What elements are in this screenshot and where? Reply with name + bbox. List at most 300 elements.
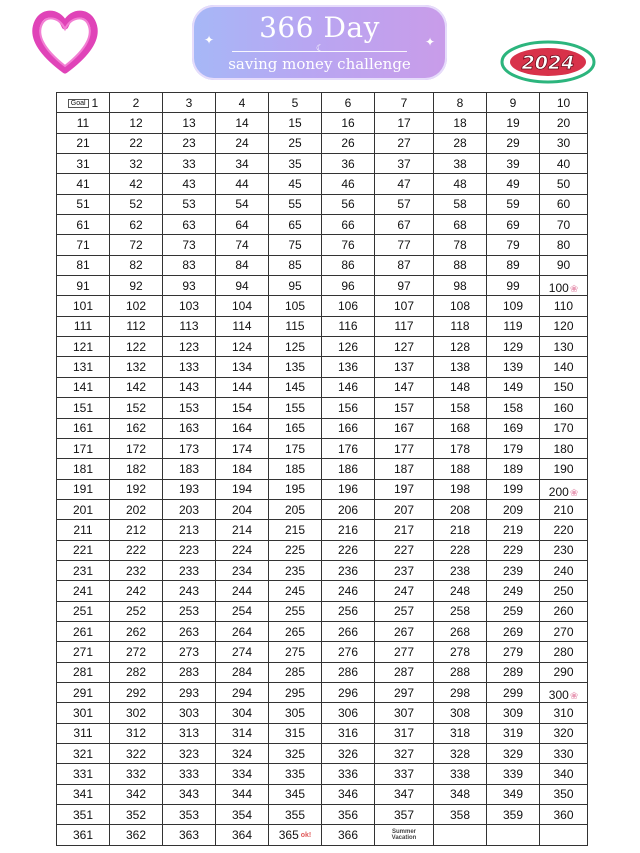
day-cell[interactable] <box>57 784 110 804</box>
day-cell[interactable] <box>110 93 163 113</box>
day-cell[interactable] <box>110 581 163 601</box>
day-cell[interactable] <box>434 499 487 519</box>
day-cell[interactable] <box>269 744 322 764</box>
day-cell[interactable] <box>322 93 375 113</box>
day-cell[interactable] <box>57 357 110 377</box>
day-cell[interactable] <box>110 398 163 418</box>
day-cell[interactable] <box>57 316 110 336</box>
day-cell[interactable] <box>163 723 216 743</box>
day-cell[interactable] <box>110 682 163 702</box>
day-cell[interactable] <box>216 296 269 316</box>
day-cell[interactable] <box>322 418 375 438</box>
day-cell[interactable] <box>375 784 434 804</box>
day-cell[interactable] <box>216 601 269 621</box>
day-cell[interactable] <box>434 682 487 702</box>
day-cell[interactable] <box>57 276 110 296</box>
day-cell[interactable] <box>216 93 269 113</box>
day-cell[interactable] <box>269 93 322 113</box>
day-cell[interactable] <box>163 133 216 153</box>
day-cell[interactable] <box>269 723 322 743</box>
day-cell[interactable] <box>540 113 588 133</box>
day-cell[interactable] <box>110 662 163 682</box>
day-cell[interactable] <box>163 642 216 662</box>
day-cell[interactable] <box>375 764 434 784</box>
day-cell[interactable] <box>434 255 487 275</box>
day-cell[interactable] <box>487 499 540 519</box>
day-cell[interactable] <box>540 215 588 235</box>
day-cell[interactable] <box>57 296 110 316</box>
day-cell[interactable] <box>540 276 588 296</box>
day-cell[interactable] <box>269 398 322 418</box>
day-cell[interactable] <box>110 642 163 662</box>
day-cell[interactable] <box>434 276 487 296</box>
day-cell[interactable] <box>110 621 163 641</box>
day-cell[interactable] <box>322 459 375 479</box>
day-cell[interactable] <box>434 377 487 397</box>
day-cell[interactable] <box>434 744 487 764</box>
day-cell[interactable] <box>216 825 269 845</box>
day-cell[interactable] <box>110 377 163 397</box>
day-cell[interactable] <box>57 805 110 825</box>
day-cell[interactable] <box>322 825 375 845</box>
day-cell[interactable] <box>269 276 322 296</box>
day-cell[interactable] <box>163 418 216 438</box>
day-cell[interactable] <box>375 805 434 825</box>
day-cell[interactable] <box>487 276 540 296</box>
day-cell[interactable] <box>487 255 540 275</box>
day-cell[interactable] <box>163 296 216 316</box>
day-cell[interactable] <box>434 357 487 377</box>
day-cell[interactable] <box>540 621 588 641</box>
day-cell[interactable] <box>434 337 487 357</box>
day-cell[interactable] <box>375 235 434 255</box>
day-cell[interactable] <box>487 662 540 682</box>
day-cell[interactable] <box>216 418 269 438</box>
day-cell[interactable] <box>57 93 110 113</box>
day-cell[interactable] <box>110 337 163 357</box>
day-cell[interactable] <box>540 805 588 825</box>
day-cell[interactable] <box>269 316 322 336</box>
day-cell[interactable] <box>269 174 322 194</box>
day-cell[interactable] <box>57 621 110 641</box>
day-cell[interactable] <box>322 601 375 621</box>
day-cell[interactable] <box>540 560 588 580</box>
day-cell[interactable] <box>487 723 540 743</box>
day-cell[interactable] <box>322 398 375 418</box>
day-cell[interactable] <box>434 764 487 784</box>
day-cell[interactable] <box>216 540 269 560</box>
day-cell[interactable] <box>163 154 216 174</box>
day-cell[interactable] <box>269 113 322 133</box>
day-cell[interactable] <box>434 296 487 316</box>
day-cell[interactable] <box>322 581 375 601</box>
day-cell[interactable] <box>375 723 434 743</box>
day-cell[interactable] <box>487 479 540 499</box>
day-cell[interactable] <box>57 764 110 784</box>
day-cell[interactable] <box>487 316 540 336</box>
day-cell[interactable] <box>57 601 110 621</box>
day-cell[interactable] <box>375 337 434 357</box>
day-cell[interactable] <box>540 499 588 519</box>
day-cell[interactable] <box>434 194 487 214</box>
day-cell[interactable] <box>216 459 269 479</box>
day-cell[interactable] <box>216 642 269 662</box>
day-cell[interactable] <box>269 601 322 621</box>
day-cell[interactable] <box>375 560 434 580</box>
day-cell[interactable] <box>487 703 540 723</box>
day-cell[interactable] <box>57 174 110 194</box>
day-cell[interactable] <box>216 744 269 764</box>
day-cell[interactable] <box>269 357 322 377</box>
day-cell[interactable] <box>57 744 110 764</box>
day-cell[interactable] <box>216 357 269 377</box>
day-cell[interactable] <box>163 682 216 702</box>
day-cell[interactable] <box>110 784 163 804</box>
day-cell[interactable] <box>110 133 163 153</box>
day-cell[interactable] <box>269 662 322 682</box>
day-cell[interactable] <box>540 744 588 764</box>
day-cell[interactable] <box>110 805 163 825</box>
day-cell[interactable] <box>434 642 487 662</box>
day-cell[interactable] <box>57 235 110 255</box>
day-cell[interactable] <box>540 357 588 377</box>
day-cell[interactable] <box>540 235 588 255</box>
day-cell[interactable] <box>269 764 322 784</box>
day-cell[interactable] <box>487 621 540 641</box>
day-cell[interactable] <box>216 723 269 743</box>
day-cell[interactable] <box>216 255 269 275</box>
day-cell[interactable] <box>216 560 269 580</box>
day-cell[interactable] <box>163 174 216 194</box>
day-cell[interactable] <box>163 398 216 418</box>
day-cell[interactable] <box>269 194 322 214</box>
day-cell[interactable] <box>487 540 540 560</box>
day-cell[interactable] <box>269 255 322 275</box>
day-cell[interactable] <box>434 601 487 621</box>
day-cell[interactable] <box>269 296 322 316</box>
day-cell[interactable] <box>322 438 375 458</box>
day-cell[interactable] <box>163 377 216 397</box>
day-cell[interactable] <box>110 601 163 621</box>
day-cell[interactable] <box>163 662 216 682</box>
day-cell[interactable] <box>540 337 588 357</box>
day-cell[interactable] <box>322 744 375 764</box>
day-cell[interactable] <box>216 784 269 804</box>
day-cell[interactable] <box>375 296 434 316</box>
day-cell[interactable] <box>57 133 110 153</box>
day-cell[interactable] <box>163 621 216 641</box>
day-cell[interactable] <box>434 703 487 723</box>
day-cell[interactable] <box>434 93 487 113</box>
day-cell[interactable] <box>540 764 588 784</box>
day-cell[interactable] <box>434 174 487 194</box>
day-cell[interactable] <box>163 601 216 621</box>
day-cell[interactable] <box>269 540 322 560</box>
day-cell[interactable] <box>216 377 269 397</box>
day-cell[interactable] <box>110 174 163 194</box>
day-cell[interactable] <box>375 316 434 336</box>
day-cell[interactable] <box>540 642 588 662</box>
day-cell[interactable] <box>487 93 540 113</box>
day-cell[interactable] <box>110 520 163 540</box>
day-cell[interactable] <box>269 682 322 702</box>
day-cell[interactable] <box>57 113 110 133</box>
day-cell[interactable] <box>322 235 375 255</box>
day-cell[interactable] <box>163 215 216 235</box>
day-cell[interactable] <box>487 642 540 662</box>
day-cell[interactable] <box>57 194 110 214</box>
day-cell[interactable] <box>269 133 322 153</box>
day-cell[interactable] <box>322 520 375 540</box>
day-cell[interactable] <box>57 459 110 479</box>
day-cell[interactable] <box>322 540 375 560</box>
day-cell[interactable] <box>540 682 588 702</box>
day-cell[interactable] <box>216 215 269 235</box>
day-cell[interactable] <box>375 174 434 194</box>
day-cell[interactable] <box>540 825 588 845</box>
day-cell[interactable] <box>375 540 434 560</box>
day-cell[interactable] <box>110 154 163 174</box>
day-cell[interactable] <box>269 825 322 845</box>
day-cell[interactable] <box>163 357 216 377</box>
day-cell[interactable] <box>216 154 269 174</box>
day-cell[interactable] <box>57 560 110 580</box>
day-cell[interactable] <box>322 682 375 702</box>
day-cell[interactable] <box>57 479 110 499</box>
day-cell[interactable] <box>375 357 434 377</box>
day-cell[interactable] <box>375 744 434 764</box>
day-cell[interactable] <box>487 194 540 214</box>
day-cell[interactable] <box>322 154 375 174</box>
day-cell[interactable] <box>110 235 163 255</box>
day-cell[interactable] <box>110 418 163 438</box>
day-cell[interactable] <box>163 560 216 580</box>
day-cell[interactable] <box>487 174 540 194</box>
day-cell[interactable] <box>322 337 375 357</box>
day-cell[interactable] <box>375 479 434 499</box>
day-cell[interactable] <box>375 418 434 438</box>
day-cell[interactable] <box>269 520 322 540</box>
day-cell[interactable] <box>434 133 487 153</box>
day-cell[interactable] <box>110 215 163 235</box>
day-cell[interactable] <box>163 764 216 784</box>
day-cell[interactable] <box>110 255 163 275</box>
day-cell[interactable] <box>434 235 487 255</box>
day-cell[interactable] <box>110 316 163 336</box>
day-cell[interactable] <box>322 662 375 682</box>
day-cell[interactable] <box>322 723 375 743</box>
day-cell[interactable] <box>322 642 375 662</box>
day-cell[interactable] <box>216 398 269 418</box>
day-cell[interactable] <box>322 215 375 235</box>
day-cell[interactable] <box>269 703 322 723</box>
day-cell[interactable] <box>434 520 487 540</box>
day-cell[interactable] <box>110 113 163 133</box>
day-cell[interactable] <box>375 825 434 845</box>
day-cell[interactable] <box>540 520 588 540</box>
day-cell[interactable] <box>322 377 375 397</box>
day-cell[interactable] <box>434 113 487 133</box>
day-cell[interactable] <box>540 703 588 723</box>
day-cell[interactable] <box>434 459 487 479</box>
day-cell[interactable] <box>434 581 487 601</box>
day-cell[interactable] <box>540 194 588 214</box>
day-cell[interactable] <box>487 744 540 764</box>
day-cell[interactable] <box>540 255 588 275</box>
day-cell[interactable] <box>434 154 487 174</box>
day-cell[interactable] <box>163 316 216 336</box>
day-cell[interactable] <box>110 499 163 519</box>
day-cell[interactable] <box>487 560 540 580</box>
day-cell[interactable] <box>57 723 110 743</box>
day-cell[interactable] <box>487 154 540 174</box>
day-cell[interactable] <box>434 540 487 560</box>
day-cell[interactable] <box>110 764 163 784</box>
day-cell[interactable] <box>375 703 434 723</box>
day-cell[interactable] <box>375 377 434 397</box>
day-cell[interactable] <box>375 459 434 479</box>
day-cell[interactable] <box>540 662 588 682</box>
day-cell[interactable] <box>216 235 269 255</box>
day-cell[interactable] <box>110 194 163 214</box>
day-cell[interactable] <box>540 418 588 438</box>
day-cell[interactable] <box>110 703 163 723</box>
day-cell[interactable] <box>216 174 269 194</box>
day-cell[interactable] <box>375 215 434 235</box>
day-cell[interactable] <box>322 764 375 784</box>
day-cell[interactable] <box>57 154 110 174</box>
day-cell[interactable] <box>216 520 269 540</box>
day-cell[interactable] <box>216 805 269 825</box>
day-cell[interactable] <box>57 418 110 438</box>
day-cell[interactable] <box>487 438 540 458</box>
day-cell[interactable] <box>269 418 322 438</box>
day-cell[interactable] <box>375 276 434 296</box>
day-cell[interactable] <box>110 357 163 377</box>
day-cell[interactable] <box>434 438 487 458</box>
day-cell[interactable] <box>269 459 322 479</box>
day-cell[interactable] <box>57 337 110 357</box>
day-cell[interactable] <box>216 682 269 702</box>
day-cell[interactable] <box>322 784 375 804</box>
day-cell[interactable] <box>487 296 540 316</box>
day-cell[interactable] <box>216 113 269 133</box>
day-cell[interactable] <box>269 621 322 641</box>
day-cell[interactable] <box>540 581 588 601</box>
day-cell[interactable] <box>163 784 216 804</box>
day-cell[interactable] <box>163 276 216 296</box>
day-cell[interactable] <box>487 601 540 621</box>
day-cell[interactable] <box>322 479 375 499</box>
day-cell[interactable] <box>322 133 375 153</box>
day-cell[interactable] <box>540 479 588 499</box>
day-cell[interactable] <box>487 113 540 133</box>
day-cell[interactable] <box>375 113 434 133</box>
day-cell[interactable] <box>322 357 375 377</box>
day-cell[interactable] <box>487 805 540 825</box>
day-cell[interactable] <box>322 113 375 133</box>
day-cell[interactable] <box>322 174 375 194</box>
day-cell[interactable] <box>434 825 487 845</box>
day-cell[interactable] <box>540 398 588 418</box>
day-cell[interactable] <box>269 499 322 519</box>
day-cell[interactable] <box>57 682 110 702</box>
day-cell[interactable] <box>487 377 540 397</box>
day-cell[interactable] <box>487 520 540 540</box>
day-cell[interactable] <box>57 703 110 723</box>
day-cell[interactable] <box>216 764 269 784</box>
day-cell[interactable] <box>375 93 434 113</box>
day-cell[interactable] <box>216 438 269 458</box>
day-cell[interactable] <box>322 703 375 723</box>
day-cell[interactable] <box>540 93 588 113</box>
day-cell[interactable] <box>375 255 434 275</box>
day-cell[interactable] <box>163 337 216 357</box>
day-cell[interactable] <box>110 276 163 296</box>
day-cell[interactable] <box>540 316 588 336</box>
day-cell[interactable] <box>322 296 375 316</box>
day-cell[interactable] <box>216 194 269 214</box>
day-cell[interactable] <box>322 255 375 275</box>
day-cell[interactable] <box>434 479 487 499</box>
day-cell[interactable] <box>434 621 487 641</box>
day-cell[interactable] <box>487 398 540 418</box>
day-cell[interactable] <box>216 316 269 336</box>
day-cell[interactable] <box>375 499 434 519</box>
day-cell[interactable] <box>375 621 434 641</box>
day-cell[interactable] <box>163 540 216 560</box>
day-cell[interactable] <box>163 113 216 133</box>
day-cell[interactable] <box>163 194 216 214</box>
day-cell[interactable] <box>269 560 322 580</box>
day-cell[interactable] <box>487 825 540 845</box>
day-cell[interactable] <box>216 662 269 682</box>
day-cell[interactable] <box>110 438 163 458</box>
day-cell[interactable] <box>110 723 163 743</box>
day-cell[interactable] <box>269 154 322 174</box>
day-cell[interactable] <box>269 581 322 601</box>
day-cell[interactable] <box>322 499 375 519</box>
day-cell[interactable] <box>57 642 110 662</box>
day-cell[interactable] <box>322 316 375 336</box>
day-cell[interactable] <box>540 154 588 174</box>
day-cell[interactable] <box>163 499 216 519</box>
day-cell[interactable] <box>434 215 487 235</box>
day-cell[interactable] <box>540 296 588 316</box>
day-cell[interactable] <box>57 438 110 458</box>
day-cell[interactable] <box>434 784 487 804</box>
day-cell[interactable] <box>540 784 588 804</box>
day-cell[interactable] <box>434 316 487 336</box>
day-cell[interactable] <box>540 540 588 560</box>
day-cell[interactable] <box>110 540 163 560</box>
day-cell[interactable] <box>110 459 163 479</box>
day-cell[interactable] <box>487 418 540 438</box>
day-cell[interactable] <box>57 377 110 397</box>
day-cell[interactable] <box>322 560 375 580</box>
day-cell[interactable] <box>57 520 110 540</box>
day-cell[interactable] <box>269 377 322 397</box>
day-cell[interactable] <box>163 805 216 825</box>
day-cell[interactable] <box>57 398 110 418</box>
day-cell[interactable] <box>163 520 216 540</box>
day-cell[interactable] <box>269 215 322 235</box>
day-cell[interactable] <box>487 357 540 377</box>
day-cell[interactable] <box>57 581 110 601</box>
day-cell[interactable] <box>487 682 540 702</box>
day-cell[interactable] <box>269 438 322 458</box>
day-cell[interactable] <box>163 93 216 113</box>
